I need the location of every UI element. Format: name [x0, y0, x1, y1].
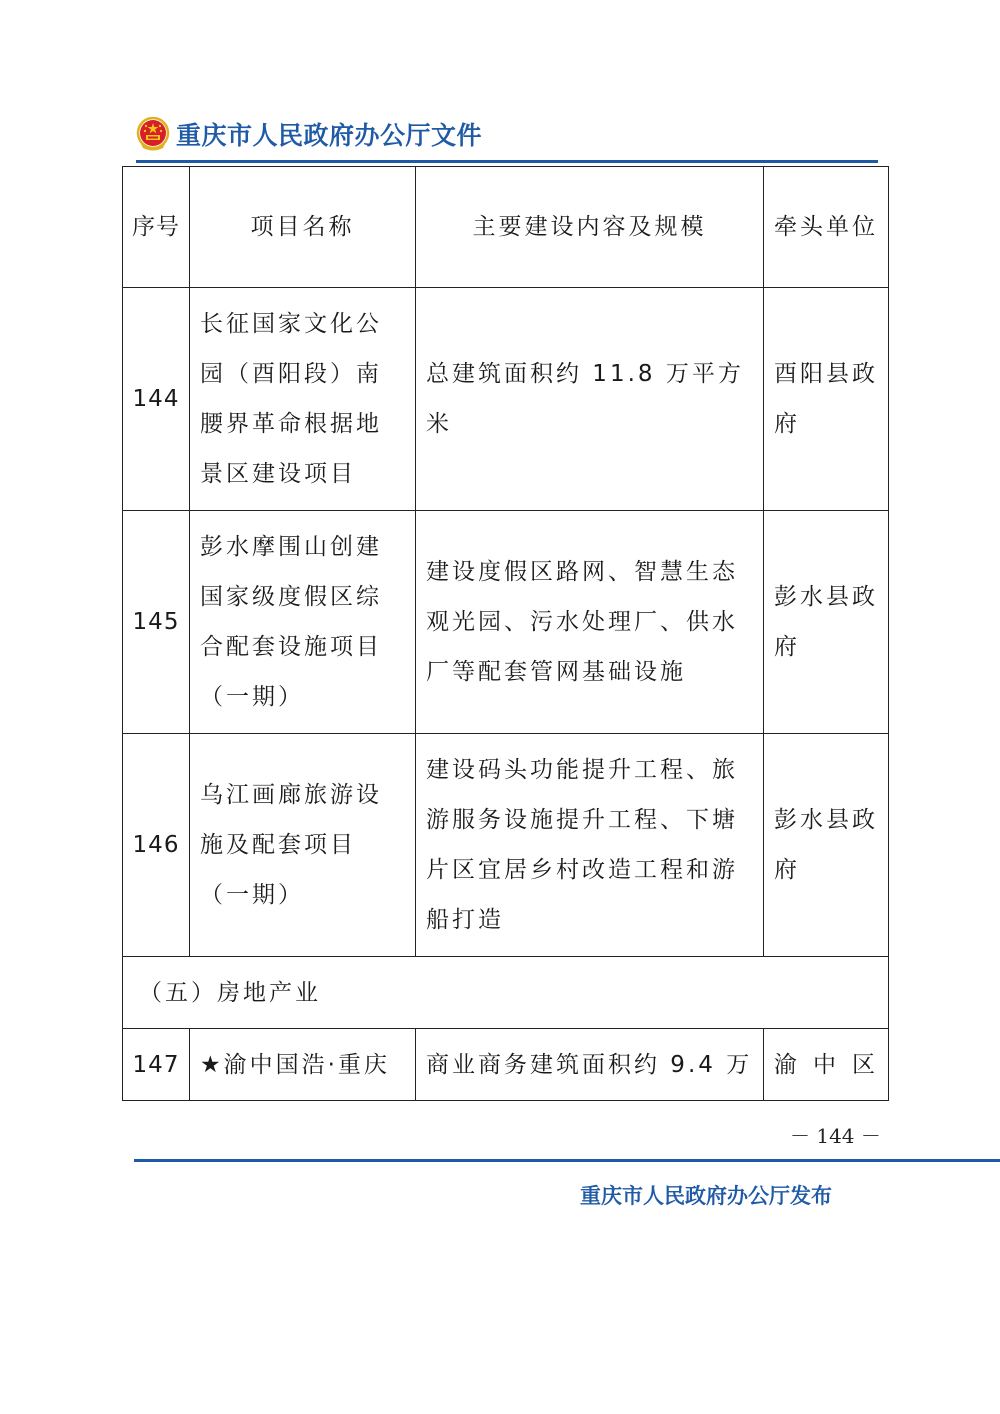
project-table: [122, 166, 889, 1101]
header-cell-name: 项目名称: [190, 167, 416, 288]
project-name: 彭水摩围山创建国家级度假区综合配套设施项目（一期）: [190, 511, 416, 734]
document-title: 重庆市人民政府办公厅文件: [176, 121, 483, 150]
lead-unit: 渝中区: [764, 1029, 889, 1101]
project-content: 总建筑面积约 11.8 万平方米: [416, 288, 764, 511]
lead-unit: 酉阳县政府: [764, 288, 889, 511]
header-cell-no: 序号: [123, 167, 190, 288]
row-number: 147: [123, 1029, 190, 1101]
row-number: 145: [123, 511, 190, 734]
row-number: 146: [123, 734, 190, 957]
footer-divider: [134, 1159, 1000, 1162]
project-name: 长征国家文化公园（酉阳段）南腰界革命根据地景区建设项目: [190, 288, 416, 511]
project-name: 乌江画廊旅游设施及配套项目（一期）: [190, 734, 416, 957]
header-cell-content: 主要建设内容及规模: [416, 167, 764, 288]
header-cell-unit: 牵头单位: [764, 167, 889, 288]
table-row: [123, 1029, 889, 1101]
national-emblem-icon: [136, 117, 170, 151]
table-row: [123, 288, 889, 511]
table-header-row: [123, 167, 889, 288]
section-row: [123, 957, 889, 1029]
document-header: [136, 112, 482, 156]
table-row: [123, 511, 889, 734]
footer-publisher: 重庆市人民政府办公厅发布: [580, 1183, 832, 1208]
header-divider: [136, 160, 878, 163]
lead-unit: 彭水县政府: [764, 511, 889, 734]
row-number: 144: [123, 288, 190, 511]
project-content: 建设度假区路网、智慧生态观光园、污水处理厂、供水厂等配套管网基础设施: [416, 511, 764, 734]
page-number: － 144 －: [790, 1124, 881, 1148]
section-heading: （五）房地产业: [123, 957, 889, 1029]
project-content: 建设码头功能提升工程、旅游服务设施提升工程、下塘片区宜居乡村改造工程和游船打造: [416, 734, 764, 957]
table-row: [123, 734, 889, 957]
lead-unit: 彭水县政府: [764, 734, 889, 957]
project-name: ★渝中国浩·重庆: [190, 1029, 416, 1101]
project-content: 商业商务建筑面积约 9.4 万: [416, 1029, 764, 1101]
